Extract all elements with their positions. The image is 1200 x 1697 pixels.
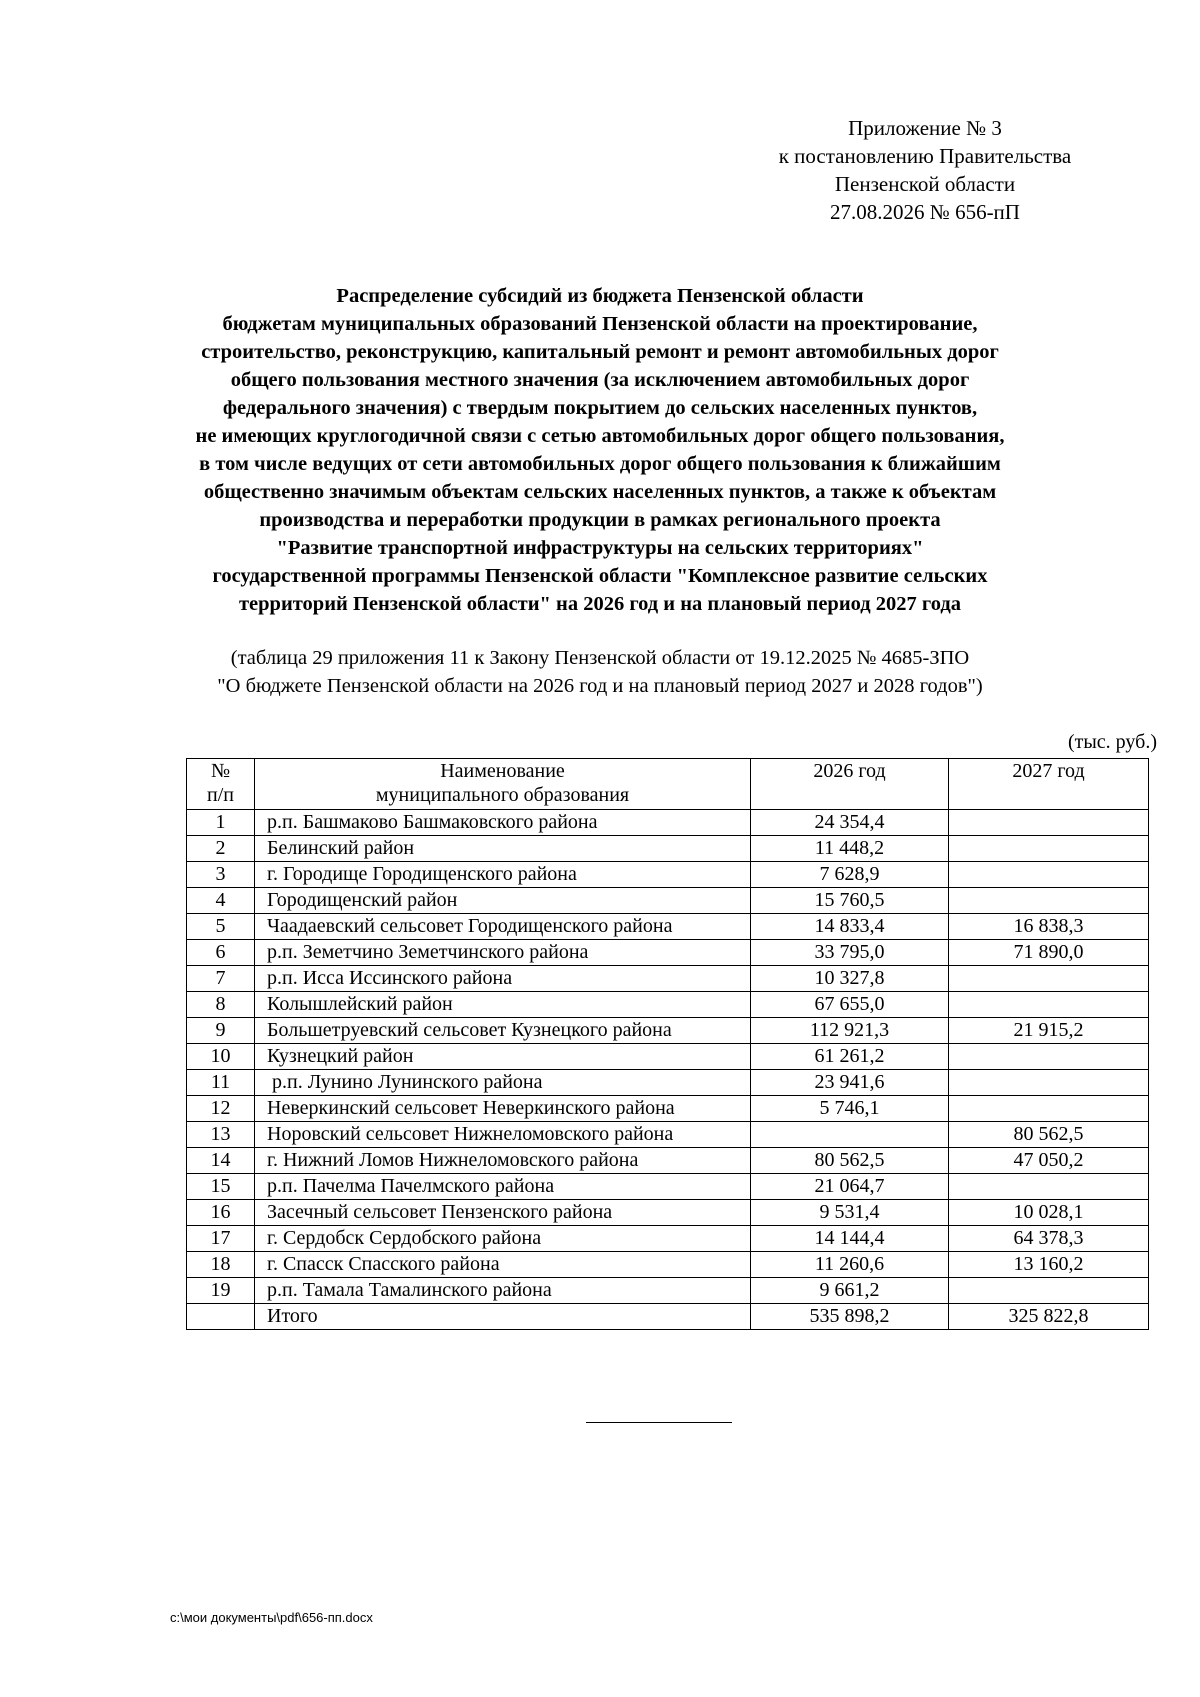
- value-2027: [949, 1174, 1149, 1200]
- table-row: [187, 914, 1149, 940]
- total-2026: 535 898,2: [751, 1304, 949, 1330]
- municipality-name: Большетруевский сельсовет Кузнецкого района: [255, 1018, 751, 1044]
- value-2027: [949, 1044, 1149, 1070]
- value-2026: [751, 1122, 949, 1148]
- value-2026: 67 655,0: [751, 992, 949, 1018]
- title-line: бюджетам муниципальных образований Пензенской области на проектирование,: [222, 313, 978, 335]
- value-2027: 21 915,2: [949, 1018, 1149, 1044]
- municipality-name: Кузнецкий район: [255, 1044, 751, 1070]
- table-header-row: [187, 759, 1149, 810]
- value-2026: 9 531,4: [751, 1200, 949, 1226]
- table-row: [187, 1018, 1149, 1044]
- row-number: 1: [187, 810, 255, 836]
- row-number: 15: [187, 1174, 255, 1200]
- appendix-region: Пензенской области: [834, 172, 1016, 196]
- row-number: 13: [187, 1122, 255, 1148]
- total-2027: 325 822,8: [949, 1304, 1149, 1330]
- value-2026: 14 833,4: [751, 914, 949, 940]
- table-row: [187, 1044, 1149, 1070]
- table-row: [187, 810, 1149, 836]
- municipality-name: г. Городище Городищенского района: [255, 862, 751, 888]
- table-row: [187, 966, 1149, 992]
- table-row: [187, 836, 1149, 862]
- table-total-row: [187, 1304, 1149, 1330]
- row-number: 14: [187, 1148, 255, 1174]
- municipality-name: р.п. Лунино Лунинского района: [255, 1070, 751, 1096]
- title-line: "Развитие транспортной инфраструктуры на сельских территориях": [276, 537, 924, 559]
- value-2027: [949, 992, 1149, 1018]
- table-row: [187, 1252, 1149, 1278]
- row-number: 7: [187, 966, 255, 992]
- municipality-name: г. Спасск Спасского района: [255, 1252, 751, 1278]
- municipality-name: Колышлейский район: [255, 992, 751, 1018]
- value-2027: [949, 1070, 1149, 1096]
- source-reference: [150, 644, 1050, 700]
- source-line: (таблица 29 приложения 11 к Закону Пензенской области от 19.12.2025 № 4685-ЗПО: [230, 647, 970, 669]
- municipality-name: Норовский сельсовет Нижнеломовского района: [255, 1122, 751, 1148]
- municipality-name: Неверкинский сельсовет Неверкинского района: [255, 1096, 751, 1122]
- title-line: Распределение субсидий из бюджета Пензенской области: [336, 285, 864, 307]
- title-line: не имеющих круглогодичной связи с сетью автомобильных дорог общего пользования,: [195, 425, 1005, 447]
- units-label: (тыс. руб.): [1067, 731, 1157, 753]
- value-2027: 47 050,2: [949, 1148, 1149, 1174]
- appendix-number: Приложение № 3: [848, 116, 1002, 140]
- value-2026: 7 628,9: [751, 862, 949, 888]
- value-2027: 13 160,2: [949, 1252, 1149, 1278]
- row-number: 10: [187, 1044, 255, 1070]
- value-2026: 11 260,6: [751, 1252, 949, 1278]
- value-2027: [949, 862, 1149, 888]
- value-2026: 14 144,4: [751, 1226, 949, 1252]
- row-number: 19: [187, 1278, 255, 1304]
- row-number: 16: [187, 1200, 255, 1226]
- title-line: государственной программы Пензенской области "Комплексное развитие сельских: [212, 565, 988, 587]
- value-2027: 10 028,1: [949, 1200, 1149, 1226]
- table-row: [187, 1096, 1149, 1122]
- value-2027: 71 890,0: [949, 940, 1149, 966]
- title-line: в том числе ведущих от сети автомобильных дорог общего пользования к ближайшим: [199, 453, 1001, 475]
- subsidy-table: [186, 758, 1149, 1330]
- value-2026: 15 760,5: [751, 888, 949, 914]
- municipality-name: Чаадаевский сельсовет Городищенского района: [255, 914, 751, 940]
- table-row: [187, 1174, 1149, 1200]
- value-2026: 33 795,0: [751, 940, 949, 966]
- header-2027: 2027 год: [949, 759, 1149, 810]
- row-number: 6: [187, 940, 255, 966]
- municipality-name: р.п. Тамала Тамалинского района: [255, 1278, 751, 1304]
- row-number: 11: [187, 1070, 255, 1096]
- title-line: федерального значения) с твердым покрытием до сельских населенных пунктов,: [222, 397, 978, 419]
- appendix-header: [735, 114, 1115, 226]
- value-2026: 112 921,3: [751, 1018, 949, 1044]
- value-2026: 10 327,8: [751, 966, 949, 992]
- title-line: территорий Пензенской области" на 2026 год и на плановый период 2027 года: [238, 593, 962, 615]
- total-label: Итого: [255, 1304, 751, 1330]
- header-number: № п/п: [187, 759, 255, 810]
- value-2027: [949, 966, 1149, 992]
- table-row: [187, 1070, 1149, 1096]
- title-line: общественно значимым объектам сельских населенных пунктов, а также к объектам: [203, 481, 997, 503]
- value-2027: [949, 836, 1149, 862]
- table-row: [187, 1278, 1149, 1304]
- municipality-name: р.п. Земетчино Земетчинского района: [255, 940, 751, 966]
- municipality-name: р.п. Пачелма Пачелмского района: [255, 1174, 751, 1200]
- value-2027: 64 378,3: [949, 1226, 1149, 1252]
- appendix-reference: к постановлению Правительства: [778, 144, 1072, 168]
- row-number: 17: [187, 1226, 255, 1252]
- title-line: строительство, реконструкцию, капитальный ремонт и ремонт автомобильных дорог: [201, 341, 999, 363]
- value-2027: 16 838,3: [949, 914, 1149, 940]
- row-number: 2: [187, 836, 255, 862]
- table-row: [187, 1226, 1149, 1252]
- value-2026: 61 261,2: [751, 1044, 949, 1070]
- row-number: 4: [187, 888, 255, 914]
- municipality-name: г. Сердобск Сердобского района: [255, 1226, 751, 1252]
- value-2027: [949, 1096, 1149, 1122]
- row-number: 8: [187, 992, 255, 1018]
- value-2026: 23 941,6: [751, 1070, 949, 1096]
- municipality-name: р.п. Исса Иссинского района: [255, 966, 751, 992]
- table-row: [187, 1200, 1149, 1226]
- table-row: [187, 1148, 1149, 1174]
- total-number: [187, 1304, 255, 1330]
- table-row: [187, 940, 1149, 966]
- title-line: общего пользования местного значения (за исключением автомобильных дорог: [230, 369, 970, 391]
- value-2026: 9 661,2: [751, 1278, 949, 1304]
- title-line: производства и переработки продукции в рамках регионального проекта: [259, 509, 941, 531]
- header-2026: 2026 год: [751, 759, 949, 810]
- value-2026: 11 448,2: [751, 836, 949, 862]
- value-2026: 21 064,7: [751, 1174, 949, 1200]
- value-2026: 80 562,5: [751, 1148, 949, 1174]
- row-number: 9: [187, 1018, 255, 1044]
- source-line: "О бюджете Пензенской области на 2026 год и на плановый период 2027 и 2028 годов"): [217, 675, 983, 697]
- municipality-name: р.п. Башмаково Башмаковского района: [255, 810, 751, 836]
- municipality-name: Белинский район: [255, 836, 751, 862]
- table-row: [187, 992, 1149, 1018]
- table-row: [187, 862, 1149, 888]
- table-row: [187, 888, 1149, 914]
- value-2026: 5 746,1: [751, 1096, 949, 1122]
- value-2027: 80 562,5: [949, 1122, 1149, 1148]
- value-2026: 24 354,4: [751, 810, 949, 836]
- row-number: 5: [187, 914, 255, 940]
- value-2027: [949, 888, 1149, 914]
- value-2027: [949, 1278, 1149, 1304]
- row-number: 12: [187, 1096, 255, 1122]
- row-number: 3: [187, 862, 255, 888]
- row-number: 18: [187, 1252, 255, 1278]
- municipality-name: Засечный сельсовет Пензенского района: [255, 1200, 751, 1226]
- value-2027: [949, 810, 1149, 836]
- end-divider: [586, 1422, 732, 1423]
- table-row: [187, 1122, 1149, 1148]
- file-path: c:\мои документы\pdf\656-пп.docx: [170, 1610, 373, 1625]
- header-name: Наименование муниципального образования: [255, 759, 751, 810]
- appendix-date-number: 27.08.2026 № 656-пП: [830, 200, 1020, 224]
- document-title: [150, 282, 1050, 618]
- municipality-name: г. Нижний Ломов Нижнеломовского района: [255, 1148, 751, 1174]
- municipality-name: Городищенский район: [255, 888, 751, 914]
